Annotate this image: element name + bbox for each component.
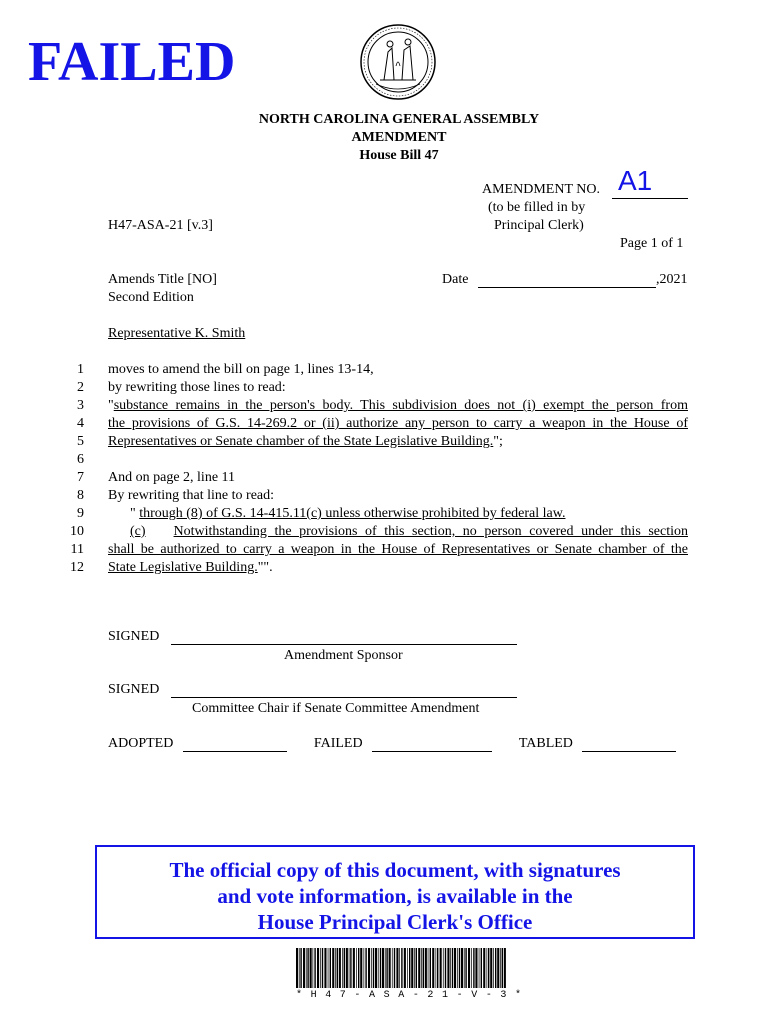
amendment-line (108, 398, 688, 414)
barcode-bar (504, 948, 506, 988)
barcode-bar (464, 948, 465, 988)
sponsor-name: Representative K. Smith (108, 326, 246, 341)
amendment-line (108, 362, 374, 378)
barcode-bar (488, 948, 489, 988)
barcode-bar (344, 948, 345, 988)
barcode-bar (335, 948, 336, 988)
barcode-bar (418, 948, 420, 988)
barcode-bar (396, 948, 398, 988)
state-seal-icon (358, 22, 438, 102)
barcode-bar (320, 948, 321, 988)
barcode (296, 948, 506, 992)
barcode-bar (452, 948, 453, 988)
failed-stamp: FAILED (28, 31, 236, 93)
line-text: substance remains in the person's body. This subdivision does not (i) exempt the person from (113, 398, 688, 413)
amendment-line (108, 524, 688, 540)
line-number: 11 (70, 542, 84, 557)
line-text: shall be authorized to carry a weapon in the House of Representatives or Senate chamber of the (108, 542, 688, 557)
barcode-bar (447, 948, 449, 988)
barcode-bar (307, 948, 308, 988)
barcode-bar (339, 948, 341, 988)
amendment-line (108, 470, 235, 486)
date-label: Date (442, 272, 469, 287)
barcode-bar (342, 948, 343, 988)
barcode-bar (313, 948, 314, 988)
line-number: 3 (77, 398, 84, 413)
signed-label: SIGNED (108, 629, 160, 644)
line-text: Notwithstanding the provisions of this section, no person covered under this section (173, 524, 688, 539)
fill-note-1: (to be filled in by (488, 200, 586, 215)
barcode-bar (394, 948, 395, 988)
barcode-bar (437, 948, 438, 988)
barcode-bar (454, 948, 456, 988)
chair-caption: Committee Chair if Senate Committee Amendment (192, 701, 480, 716)
line-tail: "". (257, 560, 273, 575)
failed-line (372, 737, 492, 752)
barcode-bar (368, 948, 370, 988)
barcode-bar (450, 948, 451, 988)
barcode-bar (386, 948, 387, 988)
barcode-bar (310, 948, 312, 988)
line-number: 2 (77, 380, 84, 395)
barcode-bar (306, 948, 307, 988)
barcode-bar (445, 948, 446, 988)
official-copy-notice (95, 845, 695, 939)
barcode-bar (423, 948, 424, 988)
amendment-line (108, 416, 688, 432)
sponsor-signature-line (171, 630, 517, 645)
line-text: moves to amend the bill on page 1, lines 13-14, (108, 362, 374, 377)
barcode-bar (430, 948, 431, 988)
barcode-bar (483, 948, 485, 988)
line-number: 6 (77, 452, 84, 467)
barcode-bar (409, 948, 410, 988)
line-number: 1 (77, 362, 84, 377)
barcode-bar (473, 948, 474, 988)
subsection-label: (c) (130, 524, 146, 539)
line-number: 7 (77, 470, 84, 485)
barcode-bar (436, 948, 437, 988)
barcode-bar (428, 948, 429, 988)
barcode-bar (495, 948, 496, 988)
line-text: By rewriting that line to read: (108, 488, 275, 503)
barcode-bar (432, 948, 434, 988)
date-blank (478, 273, 656, 288)
quote-mark: " (130, 506, 140, 521)
barcode-bar (493, 948, 494, 988)
failed-label: FAILED (313, 736, 363, 751)
barcode-bar (459, 948, 460, 988)
date-year: ,2021 (655, 272, 688, 287)
adopted-label: ADOPTED (108, 736, 174, 751)
barcode-bar (365, 948, 366, 988)
barcode-bar (303, 948, 305, 988)
barcode-bar (373, 948, 374, 988)
tabled-line (582, 737, 676, 752)
barcode-bar (358, 948, 359, 988)
barcode-bar (360, 948, 362, 988)
amendment-line (108, 434, 503, 450)
barcode-bar (322, 948, 323, 988)
signed-sponsor (108, 629, 517, 645)
barcode-bar (375, 948, 377, 988)
sponsor-caption: Amendment Sponsor (284, 648, 403, 663)
page-indicator: Page 1 of 1 (620, 236, 684, 251)
barcode-bar (443, 948, 444, 988)
barcode-bar (350, 948, 351, 988)
barcode-bar (399, 948, 400, 988)
barcode-bar (421, 948, 422, 988)
barcode-bar (401, 948, 402, 988)
line-tail: "; (493, 434, 503, 449)
barcode-bar (457, 948, 458, 988)
barcode-bar (300, 948, 301, 988)
line-text: State Legislative Building. (108, 560, 258, 575)
barcode-bar (468, 948, 470, 988)
fill-note-2: Principal Clerk) (494, 218, 584, 233)
line-number: 10 (70, 524, 84, 539)
tabled-label: TABLED (518, 736, 573, 751)
amendment-line (108, 560, 273, 576)
barcode-bar (404, 948, 406, 988)
barcode-bar (392, 948, 393, 988)
barcode-bar (500, 948, 501, 988)
barcode-bar (389, 948, 391, 988)
chair-signature-line (171, 683, 517, 698)
barcode-bar (346, 948, 348, 988)
barcode-bar (479, 948, 480, 988)
barcode-bar (440, 948, 442, 988)
amendment-line (108, 506, 565, 522)
barcode-bar (425, 948, 427, 988)
barcode-bar (353, 948, 355, 988)
barcode-bar (416, 948, 417, 988)
date-field (442, 272, 687, 288)
line-number: 4 (77, 416, 84, 431)
line-text: And on page 2, line 11 (108, 470, 236, 485)
barcode-bar (299, 948, 300, 988)
vote-outcomes (108, 736, 676, 752)
bill-heading: House Bill 47 (359, 148, 439, 163)
assembly-heading: NORTH CAROLINA GENERAL ASSEMBLY (258, 112, 540, 127)
barcode-bar (475, 948, 477, 988)
barcode-bar (371, 948, 372, 988)
notice-line-2: and vote information, is available in the (217, 884, 573, 908)
barcode-bar (490, 948, 492, 988)
quote-mark: " (108, 398, 114, 413)
barcode-bar (471, 948, 472, 988)
barcode-bar (502, 948, 503, 988)
barcode-bar (330, 948, 331, 988)
barcode-bar (461, 948, 463, 988)
amendment-line (108, 488, 274, 504)
signed-label: SIGNED (108, 682, 160, 697)
line-text: by rewriting those lines to read: (108, 380, 286, 395)
barcode-bar (332, 948, 334, 988)
notice-line-1: The official copy of this document, with signatures (169, 858, 621, 882)
barcode-bar (380, 948, 381, 988)
line-text: Representatives or Senate chamber of the State Legislative Building. (108, 434, 494, 449)
barcode-bar (407, 948, 408, 988)
amendment-heading: AMENDMENT (351, 130, 447, 145)
barcode-bar (337, 948, 338, 988)
barcode-bar (497, 948, 499, 988)
barcode-bar (356, 948, 357, 988)
barcode-text: * H 4 7 - A S A - 2 1 - V - 3 * (296, 990, 523, 1001)
amendment-line (108, 542, 688, 558)
line-text: through (8) of G.S. 14-415.11(c) unless otherwise prohibited by federal law. (139, 506, 566, 521)
amends-title: Amends Title [NO] (108, 272, 217, 287)
edition: Second Edition (108, 290, 194, 305)
amendment-number-value: A1 (612, 164, 688, 199)
barcode-bar (411, 948, 413, 988)
barcode-bar (385, 948, 386, 988)
barcode-bar (382, 948, 384, 988)
line-text: the provisions of G.S. 14-269.2 or (ii) authorize any person to carry a weapon in the House of (108, 416, 688, 431)
barcode-bar (324, 948, 326, 988)
line-number: 9 (77, 506, 84, 521)
line-number: 8 (77, 488, 84, 503)
doc-id: H47-ASA-21 [v.3] (108, 218, 213, 233)
barcode-bar (487, 948, 488, 988)
barcode-bar (481, 948, 482, 988)
amendment-number-label: AMENDMENT NO. (482, 182, 600, 197)
barcode-bar (296, 948, 298, 988)
line-number: 12 (70, 560, 84, 575)
amendment-line (108, 380, 286, 396)
barcode-bar (349, 948, 350, 988)
signed-chair (108, 682, 517, 698)
barcode-bar (364, 948, 365, 988)
barcode-bar (314, 948, 315, 988)
barcode-bar (317, 948, 319, 988)
notice-line-3: House Principal Clerk's Office (257, 910, 533, 934)
barcode-bar (378, 948, 379, 988)
barcode-bar (465, 948, 466, 988)
line-number: 5 (77, 434, 84, 449)
barcode-bar (328, 948, 329, 988)
barcode-bar (414, 948, 415, 988)
adopted-line (183, 737, 287, 752)
